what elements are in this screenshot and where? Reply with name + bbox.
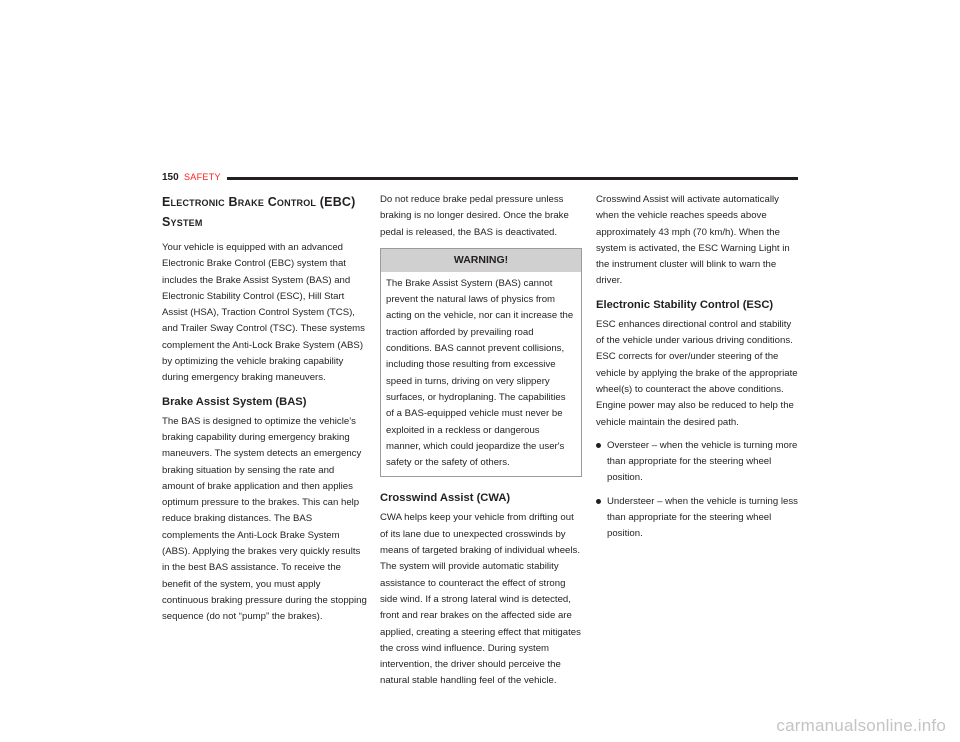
warning-title: WARNING! [381, 249, 581, 272]
list-item [596, 438, 798, 487]
cwa-paragraph: CWA helps keep your vehicle from drifting out of its lane due to unexpected crosswinds by means of targeted braking of individual wheels. The system will provide automatic stability assistance to counteract the effect of strong side wind. If a strong lateral wind is detected, front and rear brakes on the affected side are applied, creating a steering effect that mitigates the cross wind influence. During system intervention, the driver should perceive the natural stable handling feel of the vehicle. [380, 512, 581, 687]
header-rule [227, 177, 798, 180]
ebc-paragraph: Your vehicle is equipped with an advanced Electronic Brake Control (EBC) system that includes the Brake Assist System (BAS) and Electronic Stability Control (ESC), Hill Start Assist (HSA), Traction Control System (TCS), and Trailer Sway Control (TSC). These systems complement the Anti-Lock Brake System (ABS) by optimizing the vehicle braking capability during emergency braking maneuvers. [162, 242, 365, 384]
bullet-text: Oversteer – when the vehicle is turning more than appropriate for the steering wheel position. [607, 439, 798, 484]
bas-paragraph: The BAS is designed to optimize the vehicle’s braking capability during emergency braking maneuvers. The system detects an emergency braking situation by sensing the rate and amount of brake application and then applies optimum pressure to the brakes. This can help reduce braking distances. The BAS complements the Anti-Lock Brake System (ABS). Applying the brakes very quickly results in the best BAS assistance. To receive the benefit of the system, you must apply continuous braking pressure during the stopping sequence (do not “pump” the brakes). [162, 415, 367, 623]
esc-heading: Electronic Stability Control (ESC) [596, 298, 774, 311]
bas-continued-paragraph: Do not reduce brake pedal pressure unless braking is no longer desired. Once the brake pedal is released, the BAS is deactivated. [380, 194, 569, 238]
bullet-icon [596, 499, 601, 504]
ebc-heading: Electronic Brake Control (EBC) System [162, 195, 356, 229]
list-item [596, 494, 798, 543]
column-right [596, 192, 798, 550]
warning-box [380, 248, 582, 478]
bullet-icon [596, 443, 601, 448]
page-header [162, 171, 798, 185]
cwa-activation-paragraph: Crosswind Assist will activate automatically when the vehicle reaches speeds above approximately 43 mph (70 km/h). When the system is activated, the ESC Warning Light in the instrument cluster will blink to warn the driver. [596, 194, 790, 287]
esc-paragraph: ESC enhances directional control and stability of the vehicle under various driving conditions. ESC corrects for over/under steering of the vehicle by applying the brake of the appropriate wheel(s) to counteract the above conditions. Engine power may also be reduced to help the vehicle maintain the desired path. [596, 318, 798, 428]
bas-heading: Brake Assist System (BAS) [162, 395, 307, 408]
cwa-heading: Crosswind Assist (CWA) [380, 492, 511, 505]
watermark: carmanualsonline.info [776, 716, 946, 735]
esc-bullet-list [596, 438, 798, 543]
section-name: SAFETY [184, 172, 221, 182]
bullet-text: Understeer – when the vehicle is turning less than appropriate for the steering wheel position. [607, 495, 798, 540]
page-number: 150 [162, 172, 179, 183]
column-middle [380, 192, 582, 697]
warning-text: The Brake Assist System (BAS) cannot prevent the natural laws of physics from acting on the vehicle, nor can it increase the traction afforded by prevailing road conditions. BAS cannot prevent collisions, including those resulting from excessive speed in turns, driving on very slippery surfaces, or hydroplaning. The capabilities of a BAS-equipped vehicle must never be exploited in a reckless or dangerous manner, which could jeopardize the user's safety or the safety of others. [386, 277, 574, 469]
column-left [162, 192, 368, 633]
